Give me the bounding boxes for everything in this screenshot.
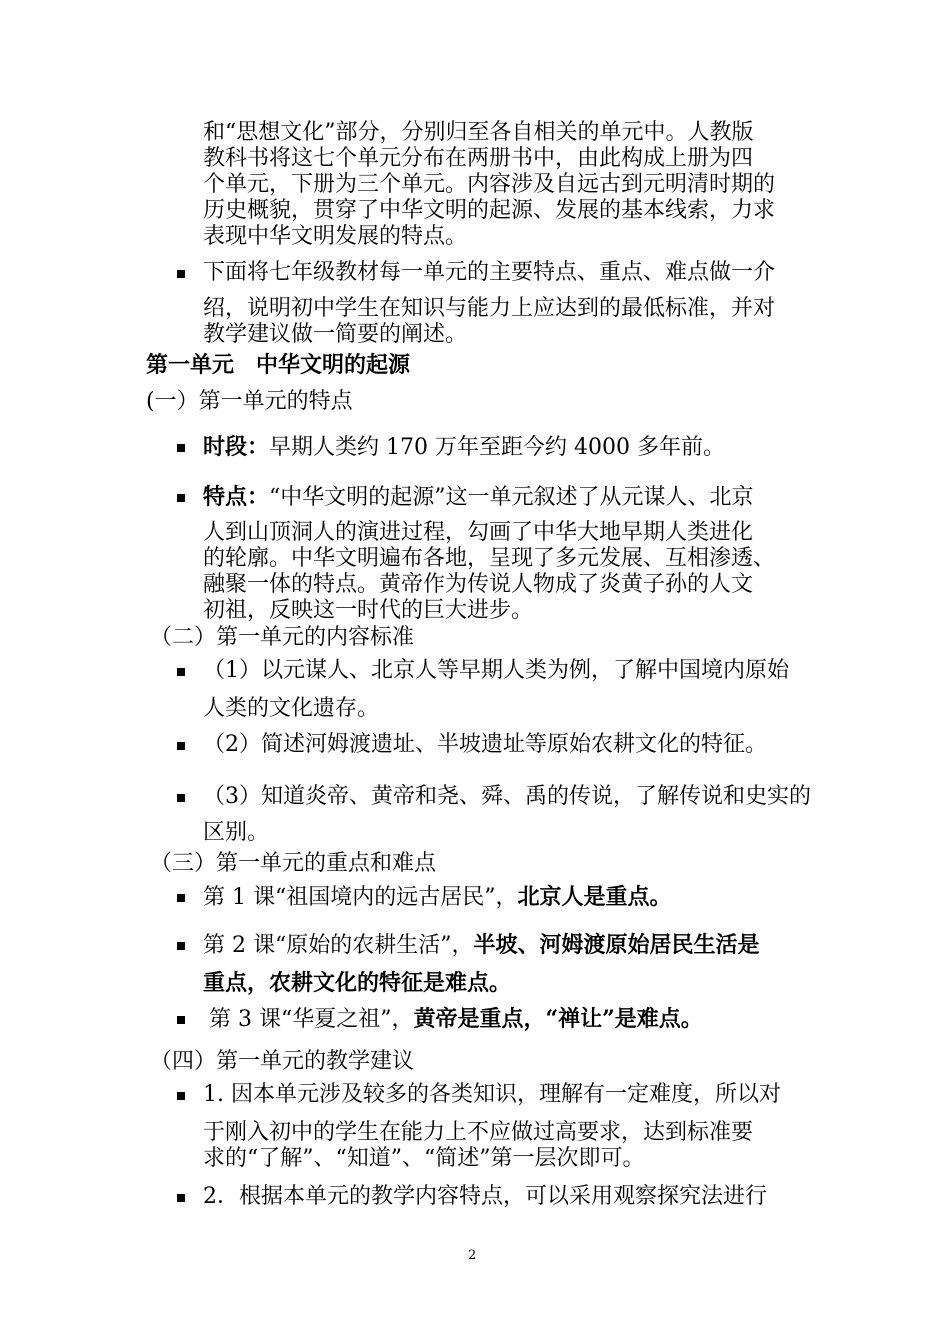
text-line: 人类的文化遗存。: [203, 696, 380, 721]
content-standard-1-cont: [203, 696, 813, 722]
text-line: 融聚一体的特点。黄帝作为传说人物成了炎黄子孙的人文: [203, 572, 754, 597]
text-line: （1）以元谋人、北京人等早期人类为例，了解中国境内原始: [203, 658, 789, 683]
section-1-title: (一）第一单元的特点: [146, 389, 353, 414]
bullet-icon: [177, 668, 185, 676]
lesson-emphasis: 北京人是重点。: [517, 884, 672, 910]
content-standard-1: [203, 658, 813, 684]
lesson-text: 第 3 课“华夏之祖”，: [209, 1007, 414, 1032]
text-line: 个单元，下册为三个单元。内容涉及自远古到元明清时期的: [203, 172, 776, 197]
text-line: 区别。: [203, 820, 270, 845]
bullet-icon: [177, 942, 185, 950]
text-line: （3）知道炎帝、黄帝和尧、舜、禹的传说，了解传说和史实的: [203, 784, 811, 809]
text-line: 教学建议做一简要的阐述。: [203, 322, 468, 347]
section-2-title: （二）第一单元的内容标准: [150, 625, 415, 650]
lesson-text: 第 2 课“原始的农耕生活”，: [203, 933, 474, 958]
bullet-icon: [177, 894, 185, 902]
lesson-emphasis: 黄帝是重点，“禅让”是难点。: [413, 1006, 703, 1032]
text-line: 绍，说明初中学生在知识与能力上应达到的最低标准，并对: [203, 296, 776, 321]
text-line: （2）简述河姆渡遗址、半坡遗址等原始农耕文化的特征。: [203, 732, 767, 757]
bullet-icon: [177, 494, 185, 502]
period-item: [203, 434, 725, 461]
key-point-2-cont: [203, 970, 813, 997]
text-line: 教科书将这七个单元分布在两册书中，由此构成上册为四: [203, 146, 754, 171]
feature-item: [203, 484, 813, 511]
text-line: 初祖，反映这一时代的巨大进步。: [203, 598, 534, 623]
bullet-icon: [177, 742, 185, 750]
content-standard-2: [203, 732, 813, 758]
feature-label: 特点：: [203, 484, 270, 510]
text-line: 和“思想文化”部分，分别归至各自相关的单元中。人教版: [203, 120, 754, 145]
lesson-text: 第 1 课“祖国境内的远古居民”，: [203, 885, 518, 910]
section-3-title: （三）第一单元的重点和难点: [150, 851, 437, 876]
intro-paragraph: [203, 120, 813, 250]
text-line: 求的“了解”、“知道”、“简述”第一层次即可。: [203, 1146, 645, 1171]
content-standard-3-cont: [203, 820, 813, 846]
period-label: 时段：: [203, 434, 270, 460]
page-number: 2: [468, 1248, 477, 1263]
bullet-intro-continuation: [203, 296, 813, 348]
text-line: 下面将七年级教材每一单元的主要特点、重点、难点做一介: [203, 260, 776, 285]
feature-continuation: [203, 520, 813, 624]
bullet-icon: [177, 794, 185, 802]
text-line: “中华文明的起源”这一单元叙述了从元谋人、北京: [269, 485, 754, 510]
period-text: 早期人类约 170 万年至距今约 4000 多年前。: [269, 435, 725, 460]
bullet-icon: [177, 1194, 185, 1202]
text-line: 表现中华文明发展的特点。: [203, 224, 468, 249]
text-line: 人到山顶洞人的演进过程，勾画了中华大地早期人类进化: [203, 520, 754, 545]
bullet-icon: [177, 1016, 185, 1024]
section-4-title: （四）第一单元的教学建议: [150, 1049, 415, 1074]
teaching-suggestion-1: [203, 1082, 813, 1108]
text-line: 2．根据本单元的教学内容特点，可以采用观察探究法进行: [203, 1184, 767, 1209]
bullet-intro-paragraph: [203, 260, 813, 286]
key-point-1: [203, 884, 813, 911]
text-line: 1. 因本单元涉及较多的各类知识，理解有一定难度，所以对: [203, 1082, 781, 1107]
teaching-suggestion-1-cont: [203, 1120, 813, 1172]
bullet-icon: [177, 444, 185, 452]
text-line: 的轮廓。中华文明遍布各地，呈现了多元发展、互相渗透、: [203, 546, 776, 571]
lesson-emphasis: 半坡、河姆渡原始居民生活是: [473, 932, 760, 958]
key-point-2: [203, 932, 813, 959]
content-standard-3: [203, 784, 813, 810]
bullet-icon: [177, 270, 185, 278]
text-line: 于刚入初中的学生在能力上不应做过高要求，达到标准要: [203, 1120, 754, 1145]
lesson-emphasis: 重点，农耕文化的特征是难点。: [203, 970, 512, 996]
bullet-icon: [177, 1092, 185, 1100]
text-line: 历史概貌，贯穿了中华文明的起源、发展的基本线索，力求: [203, 198, 776, 223]
unit-heading: 第一单元 中华文明的起源: [146, 352, 411, 378]
teaching-suggestion-2: [203, 1184, 813, 1210]
key-point-3: [209, 1006, 703, 1033]
